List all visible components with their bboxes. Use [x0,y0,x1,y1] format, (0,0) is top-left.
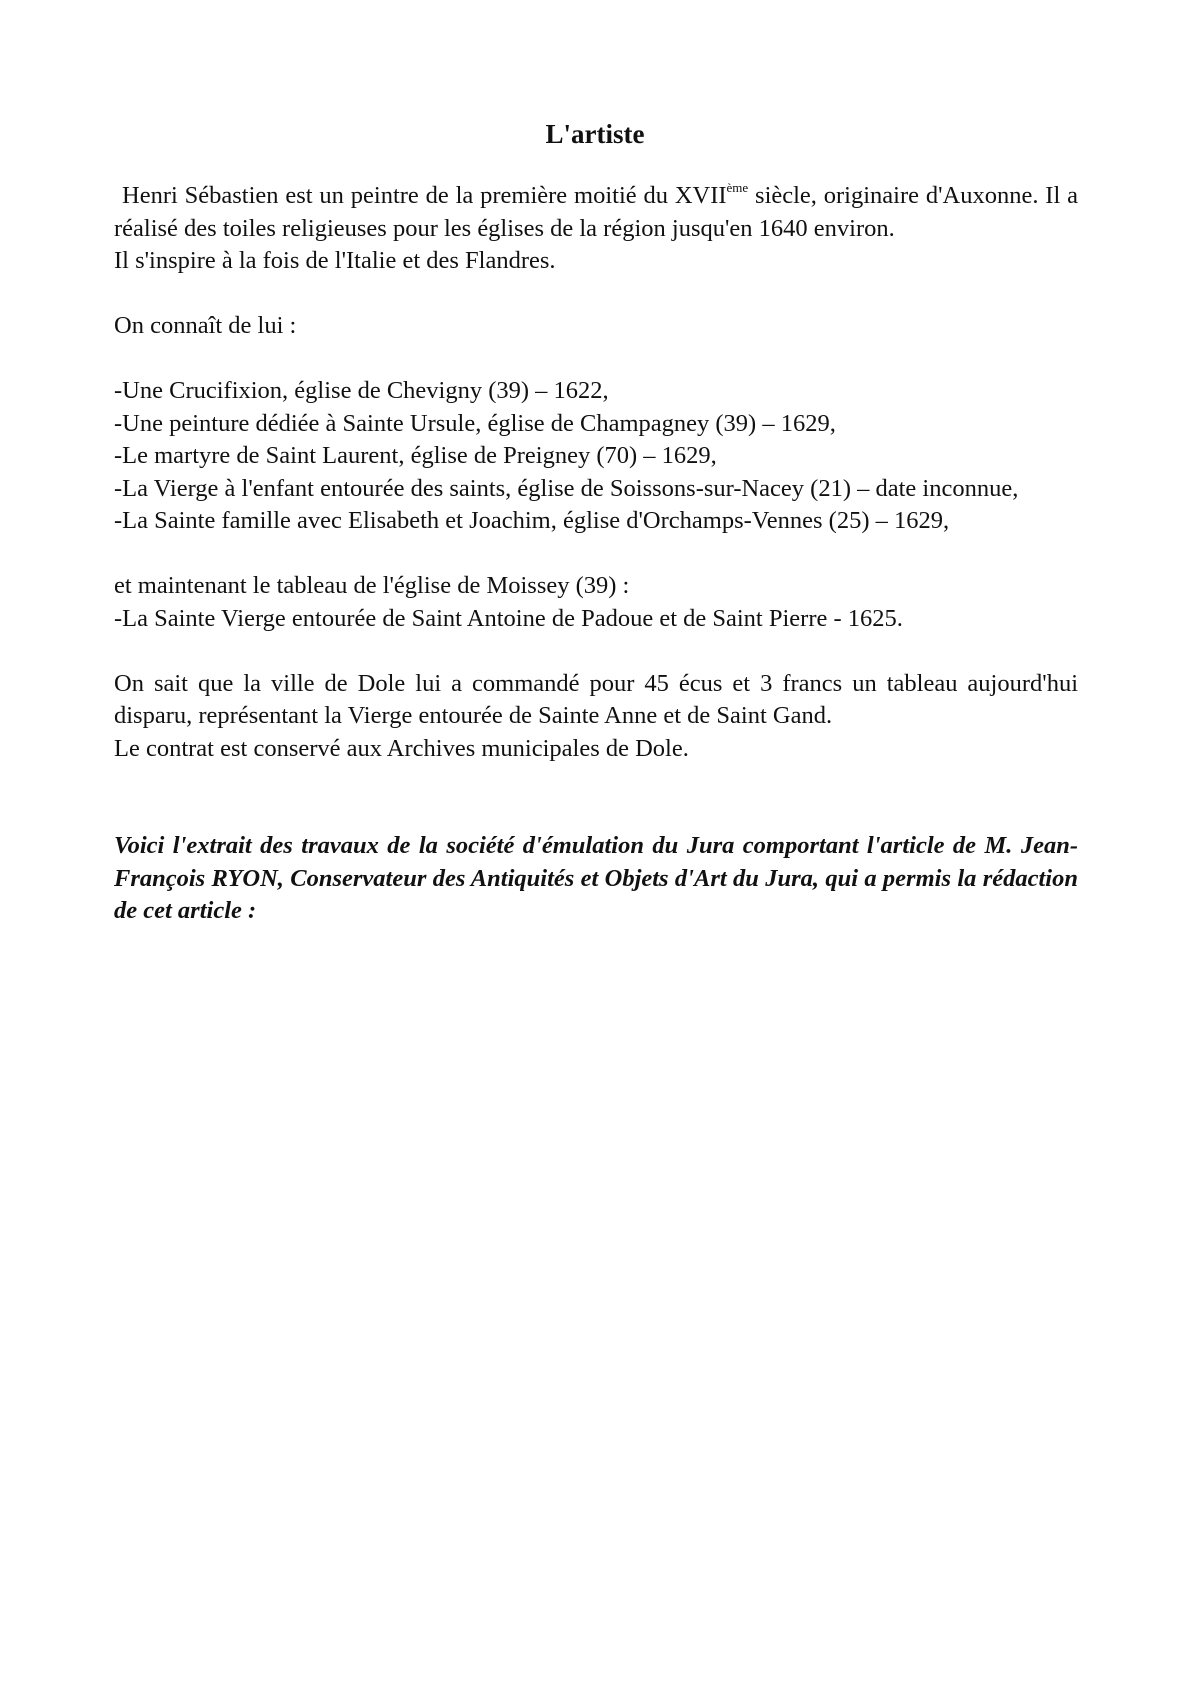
intro-paragraph [114,180,1078,245]
spacer [114,343,1078,376]
inspiration-line: Il s'inspire à la fois de l'Italie et des Flandres. [114,247,556,274]
known-intro-line: On connaît de lui : [114,312,297,339]
document-body [114,180,1078,928]
work-item: -Le martyre de Saint Laurent, église de Preigney (70) – 1629, [114,442,717,469]
spacer [114,278,1078,311]
spacer [114,765,1078,830]
dole-paragraph: On sait que la ville de Dole lui a commandé pour 45 écus et 3 francs un tableau aujourd'hui disparu, représentant la Vierge entourée de Sainte Anne et de Saint Gand. [114,669,1078,729]
source-note: Voici l'extrait des travaux de la société d'émulation du Jura comportant l'article de M. Jean-François RYON, Conservateur des Antiquités et Objets d'Art du Jura, qui a permis la rédaction de cet article : [114,832,1078,924]
spacer [114,538,1078,571]
contract-line: Le contrat est conservé aux Archives municipales de Dole. [114,734,689,762]
intro-text-part2: siècle, originaire d'Auxonne. Il a réalisé des toiles religieuses pour les églises de la région jusqu'en 1640 environ. [114,182,1078,242]
moissey-intro-line: et maintenant le tableau de l'église de Moissey (39) : [114,572,630,599]
intro-text-part1: Henri Sébastien est un peintre de la première moitié du XVII [122,182,727,209]
work-item: -La Vierge à l'enfant entourée des saints, église de Soissons-sur-Nacey (21) – date inconnue, [114,474,1019,502]
work-item: -La Sainte famille avec Elisabeth et Joachim, église d'Orchamps-Vennes (25) – 1629, [114,507,950,534]
intro-superscript: ème [726,180,749,195]
work-item: -Une Crucifixion, église de Chevigny (39) – 1622, [114,377,609,404]
spacer [114,635,1078,668]
moissey-work-line: -La Sainte Vierge entourée de Saint Antoine de Padoue et de Saint Pierre - 1625. [114,604,903,632]
work-item: -Une peinture dédiée à Sainte Ursule, église de Champagney (39) – 1629, [114,409,836,437]
page-title: L'artiste [545,119,645,149]
